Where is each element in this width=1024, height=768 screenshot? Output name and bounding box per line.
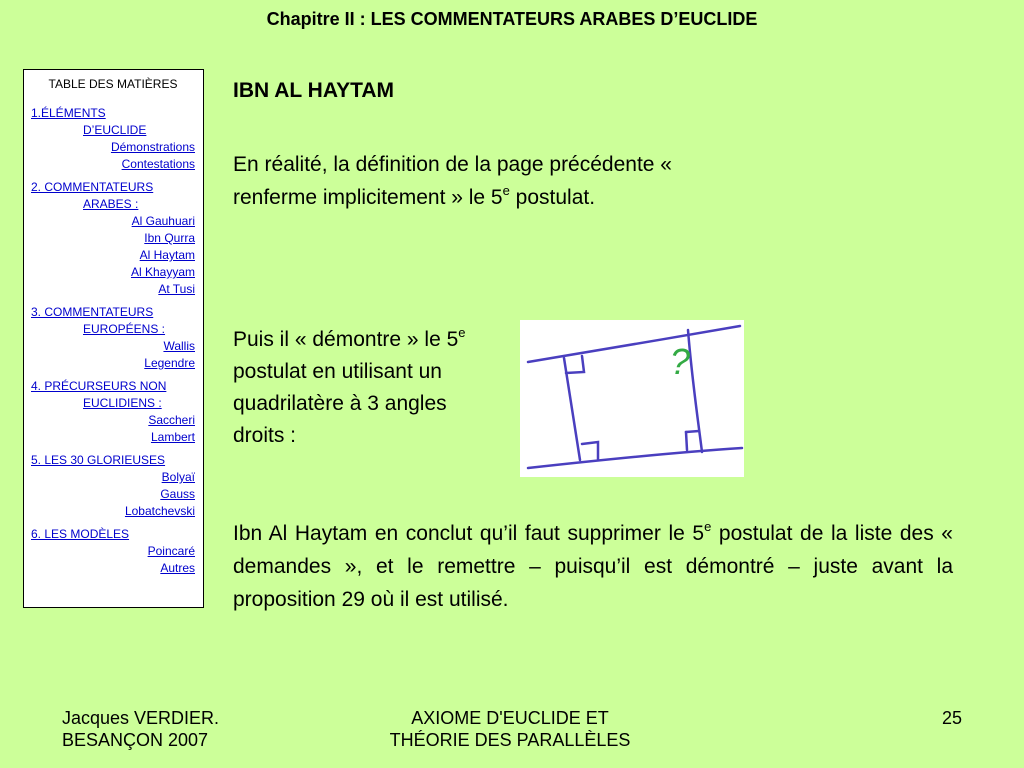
p2-superscript: e <box>458 325 466 340</box>
slide-title: Chapitre II : LES COMMENTATEURS ARABES D’EUCLIDE <box>266 9 758 29</box>
toc-link-demonstrations[interactable]: Démonstrations <box>110 140 195 154</box>
toc-link-wallis[interactable]: Wallis <box>163 339 195 353</box>
page-number: 25 <box>941 708 962 728</box>
footer-author-place: BESANÇON 2007 <box>62 730 209 750</box>
right-side <box>688 330 702 452</box>
toc-link-lobatchevski[interactable]: Lobatchevski <box>124 504 195 518</box>
footer-title-line-2: THÉORIE DES PARALLÈLES <box>389 730 631 750</box>
bottom-line <box>528 448 742 468</box>
p2-text-a: Puis il « démontre » le 5 <box>233 328 459 351</box>
p3-text-b: postulat de la liste des « demandes », et le remettre – puisqu’il est démontré – juste avant la proposition 29 où il est utilisé. <box>233 522 953 611</box>
toc-link-arabes-cont[interactable]: ARABES : <box>83 197 139 211</box>
toc-section-5 <box>31 452 195 520</box>
footer-author-name: Jacques VERDIER. <box>62 708 220 728</box>
toc-link-commentateurs-arabes[interactable]: 2. COMMENTATEURS <box>31 180 154 194</box>
toc-link-autres[interactable]: Autres <box>160 561 195 575</box>
toc-link-elements-cont[interactable]: D’EUCLIDE <box>83 123 147 137</box>
toc-link-commentateurs-europeens[interactable]: 3. COMMENTATEURS <box>31 305 154 319</box>
toc-link-al-khayyam[interactable]: Al Khayyam <box>130 265 195 279</box>
p2-text-b: postulat en utilisant un quadrilatère à 3 angles droits : <box>233 360 447 447</box>
toc-section-2 <box>31 179 195 298</box>
toc-link-modeles[interactable]: 6. LES MODÈLES <box>31 527 130 541</box>
toc-link-saccheri[interactable]: Saccheri <box>148 413 195 427</box>
toc-heading: TABLE DES MATIÈRES <box>48 77 178 91</box>
toc-link-precurseurs-cont[interactable]: EUCLIDIENS : <box>83 396 162 410</box>
right-angle-bottom-right <box>686 431 699 432</box>
footer-author <box>62 707 219 751</box>
toc-link-europeens-cont[interactable]: EUROPÉENS : <box>83 322 166 336</box>
toc-link-al-gauhuari[interactable]: Al Gauhuari <box>131 214 195 228</box>
footer-title-line-1: AXIOME D'EUCLIDE ET <box>411 708 609 728</box>
toc-link-precurseurs[interactable]: 4. PRÉCURSEURS NON <box>31 379 167 393</box>
toc-link-bolyai[interactable]: Bolyaï <box>161 470 195 484</box>
p3-superscript: e <box>704 519 712 534</box>
toc-link-ibn-qurra[interactable]: Ibn Qurra <box>144 231 195 245</box>
question-mark: ? <box>670 341 691 382</box>
toc-link-elements[interactable]: 1.ÉLÉMENTS <box>31 106 106 120</box>
p1-text-a: En réalité, la définition de la page précédente « renferme implicitement » le 5 <box>233 153 672 209</box>
section-heading: IBN AL HAYTAM <box>233 79 395 102</box>
p3-text-a: Ibn Al Haytam en conclut qu’il faut supprimer le 5 <box>233 522 705 545</box>
p1-text-b: postulat. <box>509 186 596 209</box>
top-line <box>528 326 740 362</box>
toc-section-6 <box>31 526 195 577</box>
toc-link-gauss[interactable]: Gauss <box>160 487 195 501</box>
paragraph-demonstration <box>233 324 503 452</box>
toc-link-contestations[interactable]: Contestations <box>121 157 195 171</box>
quadrilateral-drawing <box>520 320 744 477</box>
right-angle-bottom-right-2 <box>686 432 687 450</box>
toc-link-al-haytam[interactable]: Al Haytam <box>139 248 195 262</box>
table-of-contents <box>23 69 204 608</box>
toc-link-lambert[interactable]: Lambert <box>150 430 195 444</box>
toc-link-30-glorieuses[interactable]: 5. LES 30 GLORIEUSES <box>31 453 166 467</box>
toc-link-at-tusi[interactable]: At Tusi <box>158 282 195 296</box>
toc-section-3 <box>31 304 195 372</box>
paragraph-conclusion <box>233 517 953 616</box>
toc-link-poincare[interactable]: Poincaré <box>147 544 195 558</box>
right-angle-top-left <box>566 356 584 373</box>
toc-link-legendre[interactable]: Legendre <box>144 356 195 370</box>
toc-section-4 <box>31 378 195 446</box>
paragraph-definition <box>233 148 743 214</box>
footer-title <box>340 707 680 751</box>
toc-section-1 <box>31 105 195 173</box>
quadrilateral-sketch <box>520 320 744 477</box>
right-angle-bottom-left <box>582 442 598 459</box>
p1-superscript: e <box>502 183 510 198</box>
